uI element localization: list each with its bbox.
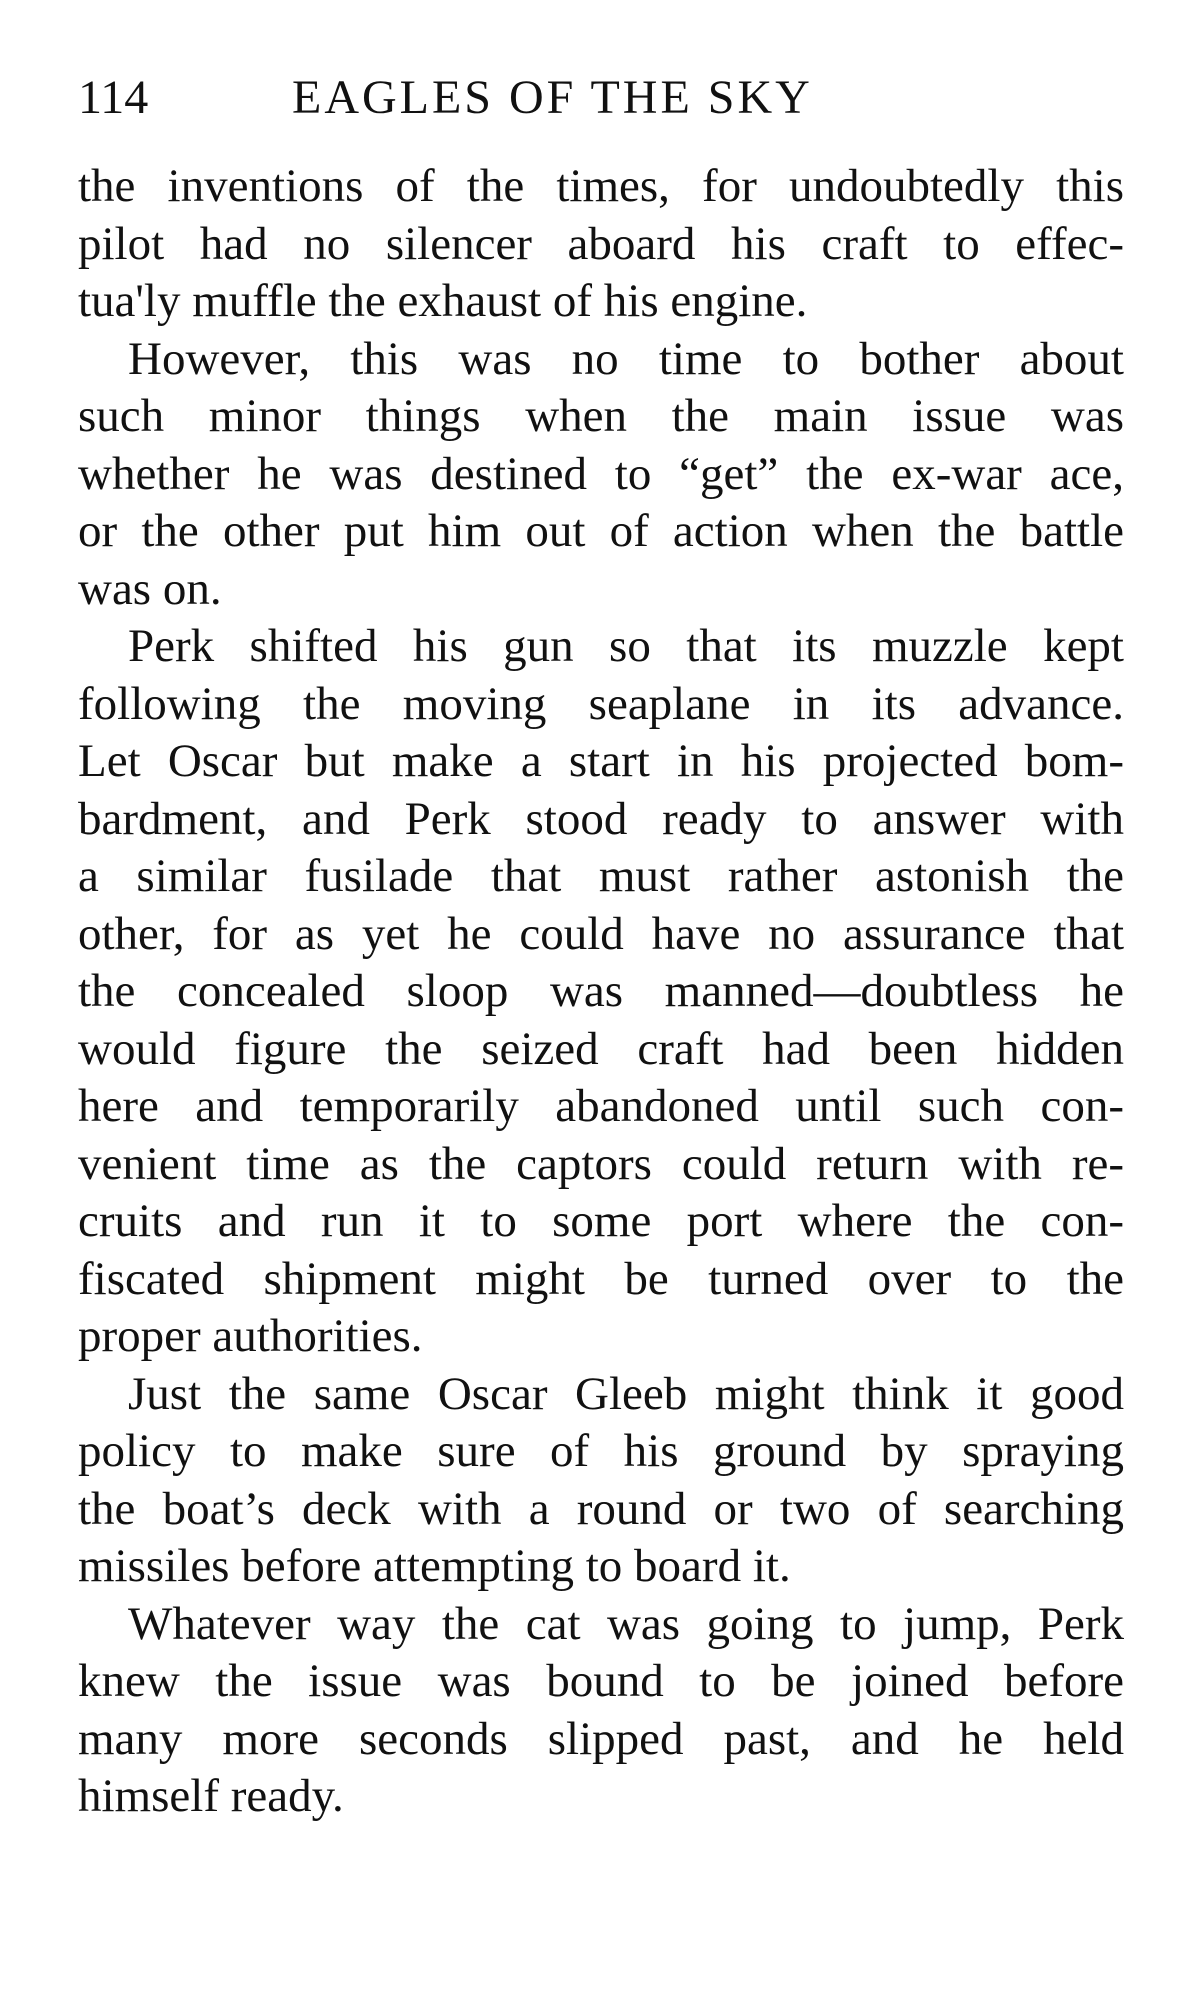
text-line: Just the same Oscar Gleeb might think it good [128, 1367, 1124, 1420]
text-line: Perk shifted his gun so that its muzzle kept [128, 620, 1124, 672]
paragraph [78, 158, 1124, 331]
text-line: cruits and run it to some port where the con- [78, 1195, 1124, 1247]
text-line: pilot had no silencer aboard his craft to effec- [78, 217, 1124, 270]
text-line: tua'ly muffle the exhaust of his engine. [78, 275, 808, 327]
text-line: would figure the seized craft had been hidden [78, 1022, 1124, 1075]
paragraph [78, 618, 1124, 1366]
text-line: such minor things when the main issue was [78, 390, 1124, 442]
paragraph [78, 1596, 1124, 1826]
text-line: other, for as yet he could have no assurance that [78, 907, 1124, 960]
paragraph [78, 331, 1124, 619]
text-line: Let Oscar but make a start in his projected bom- [78, 735, 1124, 787]
text-line: Whatever way the cat was going to jump, Perk [128, 1597, 1124, 1650]
text-line: here and temporarily abandoned until such con- [78, 1080, 1124, 1132]
page-header [78, 68, 1138, 128]
page-number: 114 [78, 71, 149, 124]
text-line: However, this was no time to bother about [128, 332, 1124, 385]
text-line: a similar fusilade that must rather astonish the [78, 850, 1124, 902]
text-line: venient time as the captors could return with re- [78, 1137, 1124, 1190]
text-line: policy to make sure of his ground by spraying [78, 1425, 1124, 1477]
text-line: missiles before attempting to board it. [78, 1540, 791, 1592]
text-line: was on. [78, 562, 222, 615]
text-line: himself ready. [78, 1770, 344, 1822]
text-line: the inventions of the times, for undoubtedly this [78, 160, 1124, 212]
paragraph [78, 1366, 1124, 1596]
text-line: following the moving seaplane in its advance. [78, 677, 1124, 730]
text-line: knew the issue was bound to be joined before [78, 1655, 1124, 1707]
text-line: whether he was destined to “get” the ex-war ace, [78, 447, 1124, 500]
text-line: proper authorities. [78, 1310, 423, 1362]
text-line: the concealed sloop was manned—doubtless he [78, 965, 1124, 1017]
text-line: or the other put him out of action when the battle [78, 505, 1124, 557]
text-line: the boat’s deck with a round or two of searching [78, 1482, 1124, 1535]
text-line: many more seconds slipped past, and he held [78, 1712, 1124, 1765]
text-line: fiscated shipment might be turned over to the [78, 1252, 1124, 1305]
text-line: bardment, and Perk stood ready to answer with [78, 792, 1124, 845]
running-title: EAGLES OF THE SKY [292, 71, 813, 124]
body-text [78, 158, 1124, 1826]
